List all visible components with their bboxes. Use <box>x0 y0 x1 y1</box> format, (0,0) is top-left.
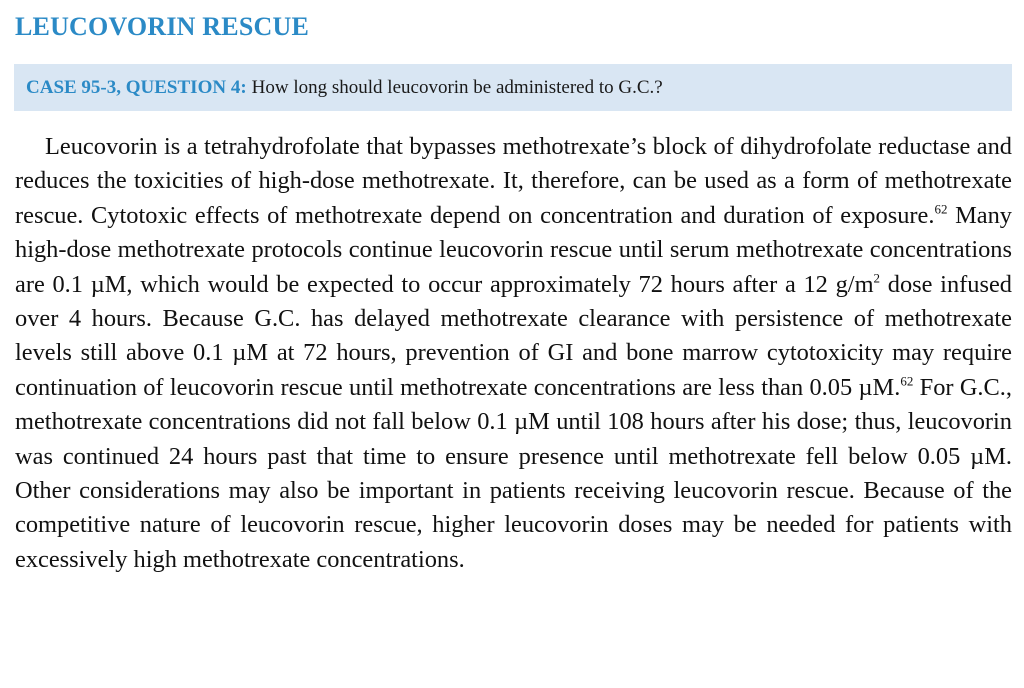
answer-text-part-4: For G.C., methotrexate concentrations did not fall below 0.1 µM until 108 hours after his dose; thus, leucovorin was continued 24 hours past that time to ensure presence until methotrexate fell below 0.05 µM. Other considerations may also be important in patients receiving leucovorin rescue. Because of the competitive nature of leucovorin rescue, higher leucovorin doses may be needed for patients with excessively high methotrexate concentrations. <box>15 373 1012 573</box>
answer-text-part-3: dose infused over 4 hours. Because G.C. has delayed methotrexate clearance with persistence of methotrexate levels still above 0.1 µM at 72 hours, prevention of GI and bone marrow cytotoxicity may require continuation of leucovorin rescue until methotrexate concentrations are less than 0.05 µM. <box>15 270 1012 401</box>
reference-superscript: 62 <box>934 201 948 217</box>
answer-text-part-2: Many high-dose methotrexate protocols continue leucovorin rescue until serum methotrexate concentrations are 0.1 µM, which would be expected to occur approximately 72 hours after a 12 g/m <box>15 201 1012 298</box>
unit-exponent-superscript: 2 <box>873 269 881 285</box>
answer-paragraph <box>15 130 1012 577</box>
reference-superscript: 62 <box>900 373 914 389</box>
case-question-text: How long should leucovorin be administered to G.C.? <box>251 76 663 98</box>
section-heading: LEUCOVORIN RESCUE <box>15 12 309 41</box>
case-question-label: CASE 95-3, QUESTION 4: <box>26 76 247 98</box>
case-question-box <box>14 64 1012 111</box>
answer-text-part-1: Leucovorin is a tetrahydrofolate that bypasses methotrexate’s block of dihydrofolate reductase and reduces the toxicities of high-dose methotrexate. It, therefore, can be used as a form of methotrexate rescue. Cytotoxic effects of methotrexate depend on concentration and duration of exposure. <box>15 133 1012 229</box>
